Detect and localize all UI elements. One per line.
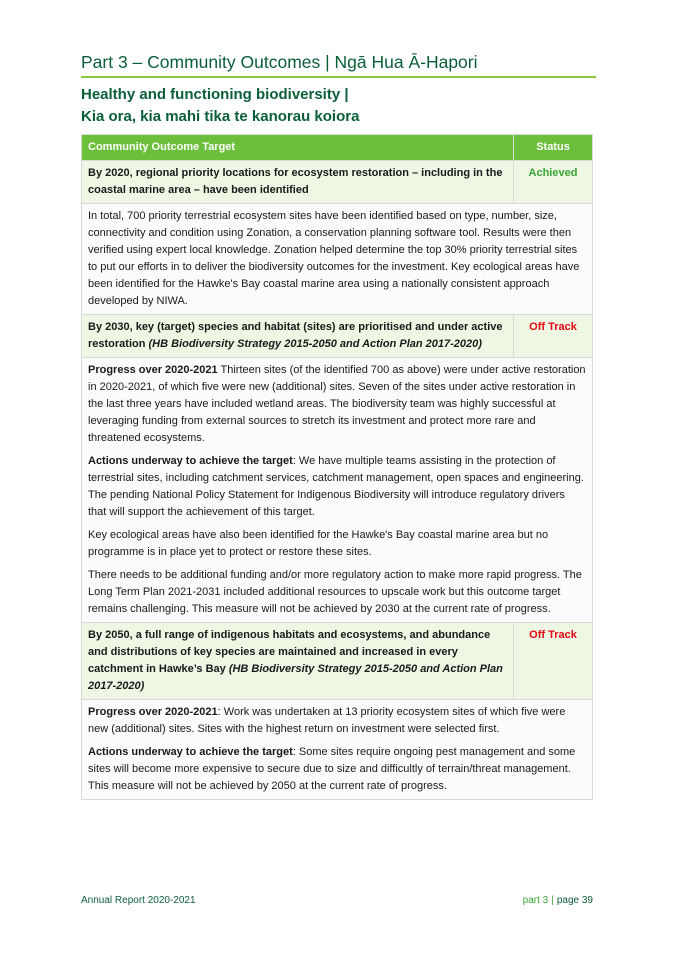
page-heading: Part 3 – Community Outcomes | Ngā Hua Ā-Hapori — [81, 52, 596, 78]
detail-cell — [82, 358, 593, 623]
target-text: By 2030, key (target) species and habitat (sites) are prioritised and under active restoration (HB Biodiversity Strategy 2015-2050 and Action Plan 2017-2020) — [82, 315, 514, 358]
section-title-english: Healthy and functioning biodiversity | — [81, 86, 349, 103]
footer-report-title: Annual Report 2020-2021 — [81, 895, 196, 906]
detail-paragraph: In total, 700 priority terrestrial ecosystem sites have been identified based on type, number, size, connectivity and condition using Zonation, a conservation planning software tool. Results were then verified using expert local knowledge. Zonation helped determine the top 30% priority terrestrial sites to put our efforts in to deliver the biodiversity outcomes for the investment. Key ecological areas have been identified for the Hawke's Bay coastal marine area using a nationally consistent approach developed by NIWA. — [88, 210, 580, 307]
detail-paragraph: Key ecological areas have also been identified for the Hawke's Bay coastal marine area but no programme is in place yet to protect or restore these sites. — [88, 529, 549, 558]
target-text: By 2050, a full range of indigenous habitats and ecosystems, and abundance and distributions of key species are maintained and increased in every catchment in Hawke’s Bay (HB Biodiversity Strategy 2015-2050 and Action Plan 2017-2020) — [82, 623, 514, 700]
target-row — [82, 315, 593, 358]
detail-cell — [82, 204, 593, 315]
detail-cell — [82, 700, 593, 800]
section-title — [81, 84, 596, 128]
column-header-status: Status — [514, 135, 593, 161]
detail-paragraph: There needs to be additional funding and/or more regulatory action to make more rapid progress. The Long Term Plan 2021-2031 included additional resources to upscale work but this outcome target remains challenging. This measure will not be achieved by 2030 at the current rate of progress. — [88, 569, 582, 615]
status-badge: Off Track — [514, 315, 593, 358]
status-badge: Achieved — [514, 161, 593, 204]
target-source: (HB Biodiversity Strategy 2015-2050 and Action Plan 2017-2020) — [148, 338, 482, 350]
footer-page-number — [523, 895, 593, 906]
target-row — [82, 623, 593, 700]
detail-paragraph: Progress over 2020-2021: Work was undertaken at 13 priority ecosystem sites of which five were new (additional) sites. Sites with the highest return on investment were selected first. — [88, 706, 566, 735]
footer-part: part 3 — [522, 895, 549, 906]
detail-paragraph: Progress over 2020-2021 Thirteen sites (of the identified 700 as above) were under active restoration in 2020-2021, of which five were new (additional) sites. Seven of the sites under active restoration in the last three years have included wetland areas. The biodiversity team was highly successful at leveraging funding from external sources to stretch its investment and protect more rare and threatened ecosystems. — [88, 364, 586, 444]
table-header-row — [82, 135, 593, 161]
target-source: (HB Biodiversity Strategy 2015-2050 and Action Plan 2017-2020) — [88, 663, 503, 692]
footer-separator: | — [551, 895, 554, 906]
target-text: By 2020, regional priority locations for ecosystem restoration – including in the coastal marine area – have been identified — [82, 161, 514, 204]
detail-paragraph: Actions underway to achieve the target: Some sites require ongoing pest management and some sites will become more expensive to secure due to size and difficultly of terrain/threat management. This measure will not be achieved by 2050 at the current rate of progress. — [88, 746, 576, 792]
section-title-maori: Kia ora, kia mahi tika te kanorau koiora — [81, 108, 360, 125]
detail-row — [82, 204, 593, 315]
target-row — [82, 161, 593, 204]
status-badge: Off Track — [514, 623, 593, 700]
footer-page: page 39 — [556, 895, 593, 906]
detail-row — [82, 358, 593, 623]
detail-row — [82, 700, 593, 800]
column-header-target: Community Outcome Target — [82, 135, 514, 161]
outcomes-table — [81, 134, 593, 800]
detail-paragraph: Actions underway to achieve the target: We have multiple teams assisting in the protection of terrestrial sites, including catchment services, catchment management, open spaces and engineering. The pending National Policy Statement for Indigenous Biodiversity will introduce regulatory drivers that will support the achievement of this target. — [88, 455, 584, 518]
